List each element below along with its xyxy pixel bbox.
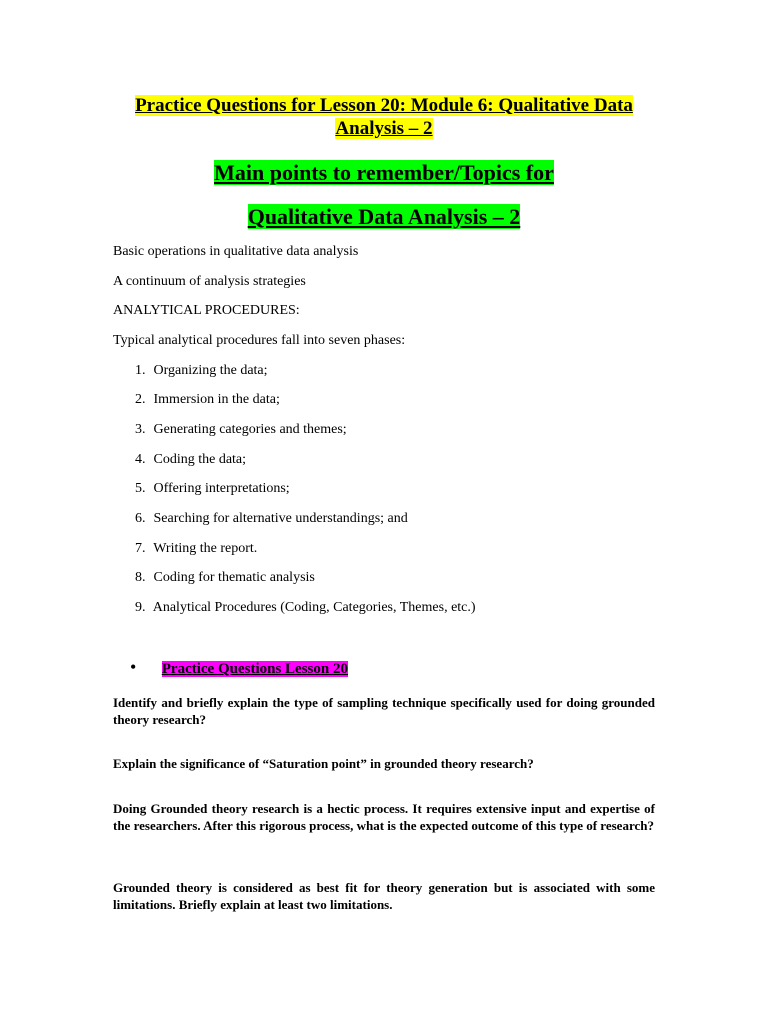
phase-list-item	[135, 540, 257, 558]
phase-number: 6.	[135, 511, 146, 526]
bullet-icon: •	[130, 657, 137, 677]
question-expected-outcome: Doing Grounded theory research is a hectic process. It requires extensive input and expertise of the researchers. After this rigorous process, what is the expected outcome of this type of research?	[113, 801, 655, 833]
practice-questions-heading: Practice Questions Lesson 20	[161, 661, 348, 677]
topics-heading-line-2-text: Qualitative Data Analysis – 2	[247, 204, 521, 229]
question-limitations: Grounded theory is considered as best fit for theory generation but is associated with some limitations. Briefly explain at least two limitations.	[113, 880, 655, 912]
phase-text: Offering interpretations;	[153, 481, 290, 496]
topics-heading-line-1-text: Main points to remember/Topics for	[214, 160, 554, 185]
phase-list-item	[135, 451, 246, 469]
phase-number: 3.	[135, 422, 146, 437]
phase-list-item	[135, 599, 476, 617]
phase-number: 7.	[135, 541, 146, 556]
document-title-text: Practice Questions for Lesson 20: Module 6: Qualitative Data Analysis – 2	[135, 95, 633, 139]
phase-text: Writing the report.	[153, 541, 258, 556]
phase-list-item	[135, 362, 268, 380]
intro-line-seven-phases: Typical analytical procedures fall into seven phases:	[113, 333, 406, 348]
phase-number: 5.	[135, 481, 146, 496]
intro-line-analytical-procedures: ANALYTICAL PROCEDURES:	[113, 303, 300, 318]
phase-list-item	[135, 480, 290, 498]
intro-line-continuum: A continuum of analysis strategies	[113, 274, 306, 289]
document-title	[100, 94, 668, 140]
intro-line-basic-operations: Basic operations in qualitative data analysis	[113, 244, 359, 259]
practice-questions-bullet	[130, 657, 348, 679]
phase-text: Searching for alternative understandings; and	[153, 511, 408, 526]
phase-text: Generating categories and themes;	[153, 422, 347, 437]
question-sampling-technique: Identify and briefly explain the type of sampling technique specifically used for doing grounded theory research?	[113, 695, 655, 727]
phase-list-item	[135, 510, 408, 528]
phase-list-item	[135, 569, 315, 587]
phase-list-item	[135, 391, 280, 409]
phase-number: 4.	[135, 452, 146, 467]
phase-number: 1.	[135, 363, 146, 378]
phase-text: Organizing the data;	[153, 363, 268, 378]
phase-text: Immersion in the data;	[153, 392, 280, 407]
phase-text: Coding the data;	[153, 452, 247, 467]
topics-heading-line-1	[100, 159, 668, 186]
phase-number: 8.	[135, 570, 146, 585]
phase-number: 9.	[135, 600, 146, 615]
phase-number: 2.	[135, 392, 146, 407]
phase-list-item	[135, 421, 347, 439]
question-saturation-point: Explain the significance of “Saturation point” in grounded theory research?	[113, 756, 534, 771]
phase-text: Analytical Procedures (Coding, Categories, Themes, etc.)	[152, 600, 476, 615]
topics-heading-line-2	[100, 203, 668, 230]
phase-text: Coding for thematic analysis	[153, 570, 315, 585]
